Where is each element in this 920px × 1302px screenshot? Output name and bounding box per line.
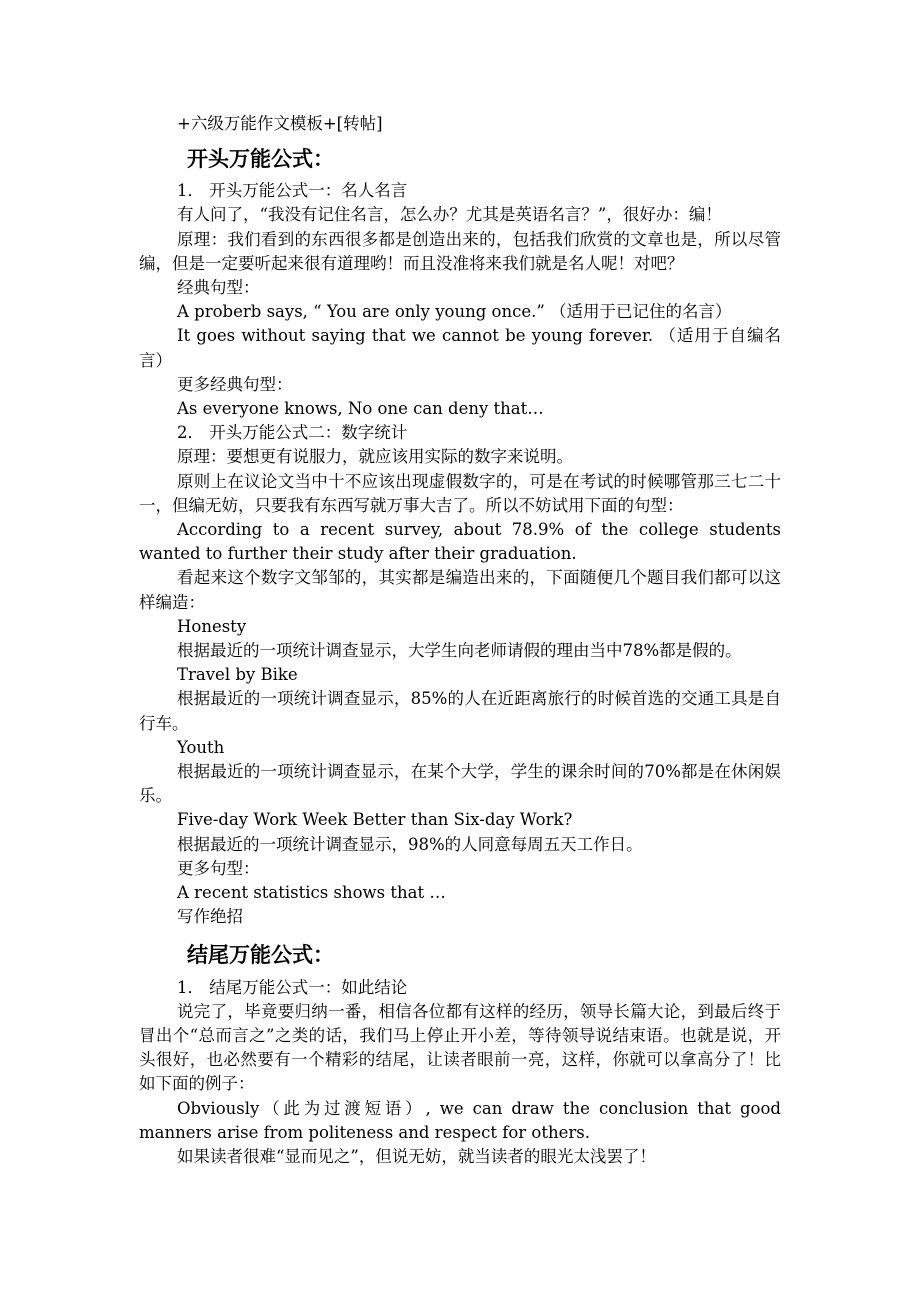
topic-honesty-cn: 根据最近的一项统计调查显示，大学生向老师请假的理由当中78%都是假的。 <box>177 641 742 661</box>
opening-formula-1-title: 1． 开头万能公式一：名人名言 <box>177 181 408 201</box>
closing-heading: 结尾万能公式： <box>187 942 334 967</box>
topic-travel-by-bike: Travel by Bike <box>177 665 298 685</box>
topic-honesty: Honesty <box>177 616 247 636</box>
opening-formula-2-note: 看起来这个数字文邹邹的，其实都是编造出来的，下面随便几个题目我们都可以这样编造： <box>139 568 781 612</box>
opening-formula-2-principle: 原理：要想更有说服力，就应该用实际的数字来说明。 <box>177 447 573 467</box>
opening-formula-2-rule: 原则上在议论文当中十不应该出现虚假数字的，可是在考试的时候哪管那三七二十一，但编无妨，只要我有东西写就万事大吉了。所以不妨试用下面的句型： <box>139 471 781 515</box>
classic-example-2: It goes without saying that we cannot be young forever. （适用于自编名言） <box>139 326 781 370</box>
classic-sentences-label: 经典句型： <box>177 278 260 298</box>
document-page <box>139 112 781 1169</box>
opening-formula-1-principle: 原理：我们看到的东西很多都是创造出来的，包括我们欣赏的文章也是，所以尽管编，但是一定要听起来很有道理哟！而且没准将来我们就是名人呢！对吧？ <box>139 229 781 273</box>
topic-youth-cn: 根据最近的一项统计调查显示，在某个大学，学生的课余时间的70%都是在休闲娱乐。 <box>139 762 781 806</box>
more-sentences-label: 更多句型： <box>177 858 260 878</box>
writing-tips: 写作绝招 <box>177 907 243 927</box>
closing-formula-1-example: Obviously（此为过渡短语）, we can draw the conclusion that good manners arise from politeness and respect for others. <box>139 1098 781 1142</box>
opening-formula-2-example: According to a recent survey, about 78.9% of the college students wanted to further their study after their graduation. <box>139 520 781 564</box>
closing-formula-1-intro: 说完了，毕竟要归纳一番，相信各位都有这样的经历，领导长篇大论，到最后终于冒出个“总而言之”之类的话，我们马上停止开小差，等待领导说结束语。也就是说，开头很好，也必然要有一个精彩的结尾，让读者眼前一亮，这样，你就可以拿高分了！比如下面的例子： <box>139 1001 781 1094</box>
topic-travel-by-bike-cn: 根据最近的一项统计调查显示，85%的人在近距离旅行的时候首选的交通工具是自行车。 <box>139 689 781 733</box>
opening-formula-2-title: 2． 开头万能公式二：数字统计 <box>177 423 408 443</box>
more-classic-example: As everyone knows, No one can deny that… <box>177 399 544 419</box>
topic-work-week-cn: 根据最近的一项统计调查显示，98%的人同意每周五天工作日。 <box>177 834 643 854</box>
classic-example-1: A proberb says, “ You are only young once.” （适用于已记住的名言） <box>177 302 732 322</box>
closing-formula-1-title: 1． 结尾万能公式一：如此结论 <box>177 977 408 997</box>
closing-formula-1-note: 如果读者很难“显而见之”，但说无妨，就当读者的眼光太浅罢了！ <box>177 1146 656 1166</box>
topic-youth: Youth <box>177 737 225 757</box>
opening-heading: 开头万能公式： <box>187 147 334 172</box>
opening-formula-1-intro: 有人问了，“我没有记住名言，怎么办？尤其是英语名言？”，很好办：编！ <box>177 205 722 225</box>
more-sentences-example: A recent statistics shows that … <box>177 883 446 903</box>
more-classic-label: 更多经典句型： <box>177 374 293 394</box>
document-title: +六级万能作文模板+[转帖] <box>177 114 383 133</box>
topic-work-week: Five-day Work Week Better than Six-day Work? <box>177 810 573 830</box>
